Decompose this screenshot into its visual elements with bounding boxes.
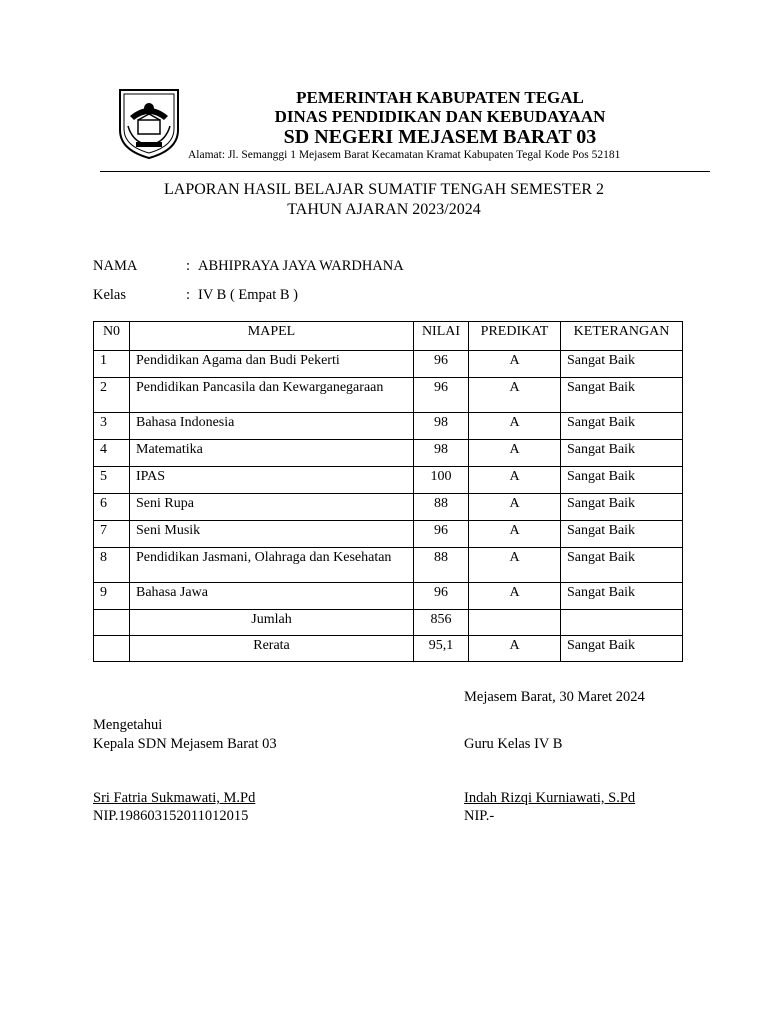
row-predikat: A — [469, 440, 561, 467]
row-predikat: A — [469, 583, 561, 610]
average-row — [94, 636, 683, 662]
row-no: 9 — [94, 583, 130, 610]
row-predikat: A — [469, 548, 561, 583]
student-name: ABHIPRAYA JAYA WARDHANA — [198, 258, 404, 274]
row-keterangan: Sangat Baik — [561, 378, 683, 413]
class-separator: : — [186, 287, 191, 303]
row-mapel: Pendidikan Jasmani, Olahraga dan Kesehatan — [130, 548, 414, 583]
row-predikat: A — [469, 378, 561, 413]
row-no: 3 — [94, 413, 130, 440]
row-predikat: A — [469, 351, 561, 378]
row-no: 8 — [94, 548, 130, 583]
row-keterangan: Sangat Baik — [561, 548, 683, 583]
row-mapel: Seni Rupa — [130, 494, 414, 521]
average-empty-cell — [94, 636, 130, 662]
table-row — [94, 494, 683, 521]
total-label: Jumlah — [130, 610, 414, 636]
row-no: 1 — [94, 351, 130, 378]
grades-table — [93, 321, 683, 662]
table-row — [94, 467, 683, 494]
row-predikat: A — [469, 521, 561, 548]
student-class: IV B ( Empat B ) — [198, 287, 299, 303]
report-year: TAHUN AJARAN 2023/2024 — [287, 201, 481, 218]
header-mapel: MAPEL — [130, 322, 414, 351]
header-no: N0 — [94, 322, 130, 351]
letterhead-divider — [100, 171, 710, 172]
table-row — [94, 378, 683, 413]
row-nilai: 96 — [414, 583, 469, 610]
total-empty-cell — [94, 610, 130, 636]
letterhead-line2: DINAS PENDIDIKAN DAN KEBUDAYAAN — [274, 107, 606, 126]
left-intro: Mengetahui — [93, 717, 163, 733]
total-row — [94, 610, 683, 636]
header-keterangan: KETERANGAN — [561, 322, 683, 351]
name-label: NAMA — [93, 258, 138, 274]
row-nilai: 98 — [414, 440, 469, 467]
table-row — [94, 583, 683, 610]
table-row — [94, 413, 683, 440]
report-title: LAPORAN HASIL BELAJAR SUMATIF TENGAH SEMESTER 2 — [163, 181, 605, 198]
average-ket: Sangat Baik — [561, 636, 683, 662]
row-nilai: 96 — [414, 521, 469, 548]
header-predikat: PREDIKAT — [469, 322, 561, 351]
row-keterangan: Sangat Baik — [561, 583, 683, 610]
row-mapel: Matematika — [130, 440, 414, 467]
place-date: Mejasem Barat, 30 Maret 2024 — [464, 689, 645, 705]
row-predikat: A — [469, 413, 561, 440]
name-separator: : — [186, 258, 191, 274]
school-address: Alamat: Jl. Semanggi 1 Mejasem Barat Kecamatan Kramat Kabupaten Tegal Kode Pos 52181 — [188, 149, 621, 161]
table-row — [94, 521, 683, 548]
row-nilai: 98 — [414, 413, 469, 440]
row-no: 7 — [94, 521, 130, 548]
row-keterangan: Sangat Baik — [561, 440, 683, 467]
total-predikat — [469, 610, 561, 636]
teacher-nip: NIP.- — [464, 808, 495, 824]
row-no: 2 — [94, 378, 130, 413]
row-keterangan: Sangat Baik — [561, 467, 683, 494]
teacher-name: Indah Rizqi Kurniawati, S.Pd — [464, 790, 636, 806]
class-label: Kelas — [93, 287, 127, 303]
headmaster-nip: NIP.198603152011012015 — [93, 808, 249, 824]
row-no: 5 — [94, 467, 130, 494]
row-nilai: 88 — [414, 494, 469, 521]
row-mapel: Pendidikan Agama dan Budi Pekerti — [130, 351, 414, 378]
average-predikat: A — [469, 636, 561, 662]
row-mapel: Pendidikan Pancasila dan Kewarganegaraan — [130, 378, 414, 413]
row-keterangan: Sangat Baik — [561, 351, 683, 378]
table-header-row — [94, 322, 683, 351]
header-nilai: NILAI — [414, 322, 469, 351]
row-mapel: Bahasa Indonesia — [130, 413, 414, 440]
row-no: 4 — [94, 440, 130, 467]
row-no: 6 — [94, 494, 130, 521]
left-role: Kepala SDN Mejasem Barat 03 — [93, 736, 277, 752]
total-nilai: 856 — [414, 610, 469, 636]
row-nilai: 96 — [414, 378, 469, 413]
row-predikat: A — [469, 467, 561, 494]
total-ket — [561, 610, 683, 636]
row-predikat: A — [469, 494, 561, 521]
right-role: Guru Kelas IV B — [464, 736, 563, 752]
row-nilai: 100 — [414, 467, 469, 494]
table-row — [94, 351, 683, 378]
row-nilai: 96 — [414, 351, 469, 378]
row-keterangan: Sangat Baik — [561, 413, 683, 440]
table-row — [94, 548, 683, 583]
average-label: Rerata — [130, 636, 414, 662]
row-mapel: Bahasa Jawa — [130, 583, 414, 610]
row-nilai: 88 — [414, 548, 469, 583]
row-mapel: Seni Musik — [130, 521, 414, 548]
school-name: SD NEGERI MEJASEM BARAT 03 — [283, 126, 597, 148]
row-keterangan: Sangat Baik — [561, 521, 683, 548]
row-keterangan: Sangat Baik — [561, 494, 683, 521]
average-nilai: 95,1 — [414, 636, 469, 662]
kabupaten-tegal-emblem-icon — [116, 86, 182, 160]
table-row — [94, 440, 683, 467]
row-mapel: IPAS — [130, 467, 414, 494]
headmaster-name: Sri Fatria Sukmawati, M.Pd — [93, 790, 256, 806]
letterhead-line1: PEMERINTAH KABUPATEN TEGAL — [296, 88, 584, 107]
